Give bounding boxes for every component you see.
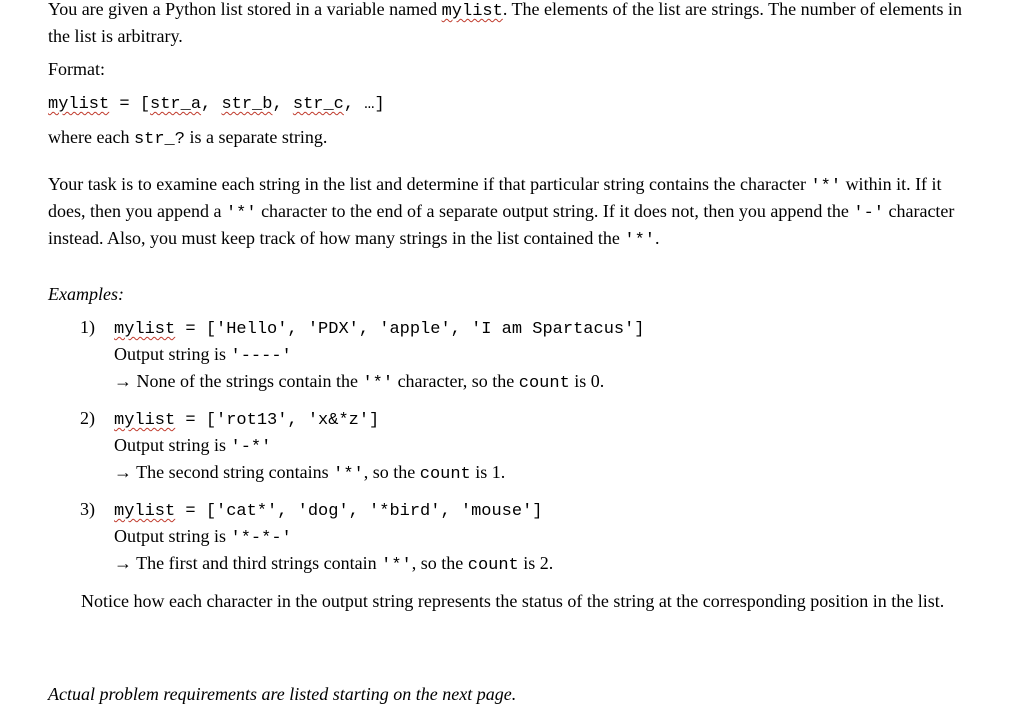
- example-output-line: [80, 342, 960, 369]
- example-note-code: '*': [333, 465, 364, 484]
- example-note-line: [80, 551, 960, 578]
- format-code-var: mylist: [48, 95, 110, 114]
- example-note-text: → The first and third strings contain: [114, 553, 382, 573]
- example-note-text: character, so the: [393, 371, 519, 391]
- notice-paragraph: Notice how each character in the output string represents the status of the string at the corresponding position in the list.: [81, 591, 945, 611]
- format-code-sep: ,: [272, 95, 293, 114]
- format-code-end: , …]: [343, 95, 385, 114]
- example-note-text: is 0.: [569, 371, 605, 391]
- example-list-line: [80, 406, 960, 433]
- example-variable: mylist: [114, 502, 176, 521]
- example-list-line: [80, 315, 960, 342]
- example-output-label: Output string is: [114, 526, 231, 546]
- example-list-code: = ['cat*', 'dog', '*bird', 'mouse']: [175, 502, 543, 521]
- example-note-text: is 2.: [518, 553, 554, 573]
- task-star-char: '*': [810, 177, 842, 196]
- example-note-text: , so the: [363, 462, 420, 482]
- example-note-count: count: [518, 374, 570, 393]
- task-text: within it. If it does, then you append a: [48, 174, 942, 221]
- format-code-c: str_c: [292, 95, 344, 114]
- intro-text-b: . The elements of the list are strings. The number of elements in the list is arbitrary.: [48, 0, 963, 46]
- example-output-label: Output string is: [114, 435, 231, 455]
- example-variable: mylist: [114, 320, 176, 339]
- format-description: [48, 125, 327, 152]
- example-note-text: → None of the strings contain the: [114, 371, 363, 391]
- example-note-code: '*': [362, 374, 394, 393]
- format-desc-text-b: is a separate string.: [184, 127, 328, 147]
- example-note-line: [80, 460, 960, 487]
- example-note-count: count: [419, 465, 471, 484]
- intro-variable-name: mylist: [441, 2, 503, 21]
- format-code-eq: = [: [109, 95, 151, 114]
- example-list-code: = ['rot13', 'x&*z']: [175, 411, 380, 430]
- example-note-text: is 1.: [470, 462, 506, 482]
- task-text: character instead. Also, you must keep track of how many strings in the list contained the: [48, 201, 955, 248]
- example-list-line: [80, 497, 960, 524]
- example-output-label: Output string is: [114, 344, 231, 364]
- example-note-count: count: [467, 556, 519, 575]
- example-item: [80, 406, 960, 487]
- examples-heading: Examples:: [48, 284, 124, 304]
- intro-paragraph: [48, 0, 978, 48]
- example-note-line: [80, 369, 960, 396]
- format-code-b: str_b: [221, 95, 273, 114]
- example-output-value: '-*': [230, 438, 272, 457]
- example-output-line: [80, 524, 960, 551]
- intro-text-a: You are given a Python list stored in a variable named: [48, 0, 442, 19]
- example-number: 3): [80, 499, 95, 519]
- format-code-sep: ,: [201, 95, 222, 114]
- task-text: Your task is to examine each string in the list and determine if that particular string contains the character: [48, 174, 811, 194]
- example-number: 1): [80, 317, 95, 337]
- format-desc-code: str_?: [133, 130, 185, 149]
- example-note-text: , so the: [411, 553, 468, 573]
- example-item: [80, 315, 960, 396]
- format-code-a: str_a: [150, 95, 202, 114]
- footer-note: Actual problem requirements are listed starting on the next page.: [48, 684, 517, 704]
- example-item: [80, 497, 960, 578]
- example-output-value: '*-*-': [230, 529, 292, 548]
- task-star-char: '*': [624, 231, 656, 250]
- format-label: Format:: [48, 59, 105, 79]
- example-note-code: '*': [381, 556, 412, 575]
- task-text: .: [655, 228, 660, 248]
- example-output-value: '----': [230, 347, 292, 366]
- example-number: 2): [80, 408, 95, 428]
- task-dash-char: '-': [853, 204, 884, 223]
- example-note-text: → The second string contains: [114, 462, 334, 482]
- format-code-line: [48, 90, 385, 117]
- task-star-char: '*': [225, 204, 257, 223]
- example-variable: mylist: [114, 411, 176, 430]
- example-list-code: = ['Hello', 'PDX', 'apple', 'I am Spartacus']: [175, 320, 645, 339]
- task-text: character to the end of a separate output string. If it does not, then you append the: [256, 201, 854, 221]
- format-desc-text-a: where each: [48, 127, 134, 147]
- example-output-line: [80, 433, 960, 460]
- task-paragraph: [48, 172, 963, 253]
